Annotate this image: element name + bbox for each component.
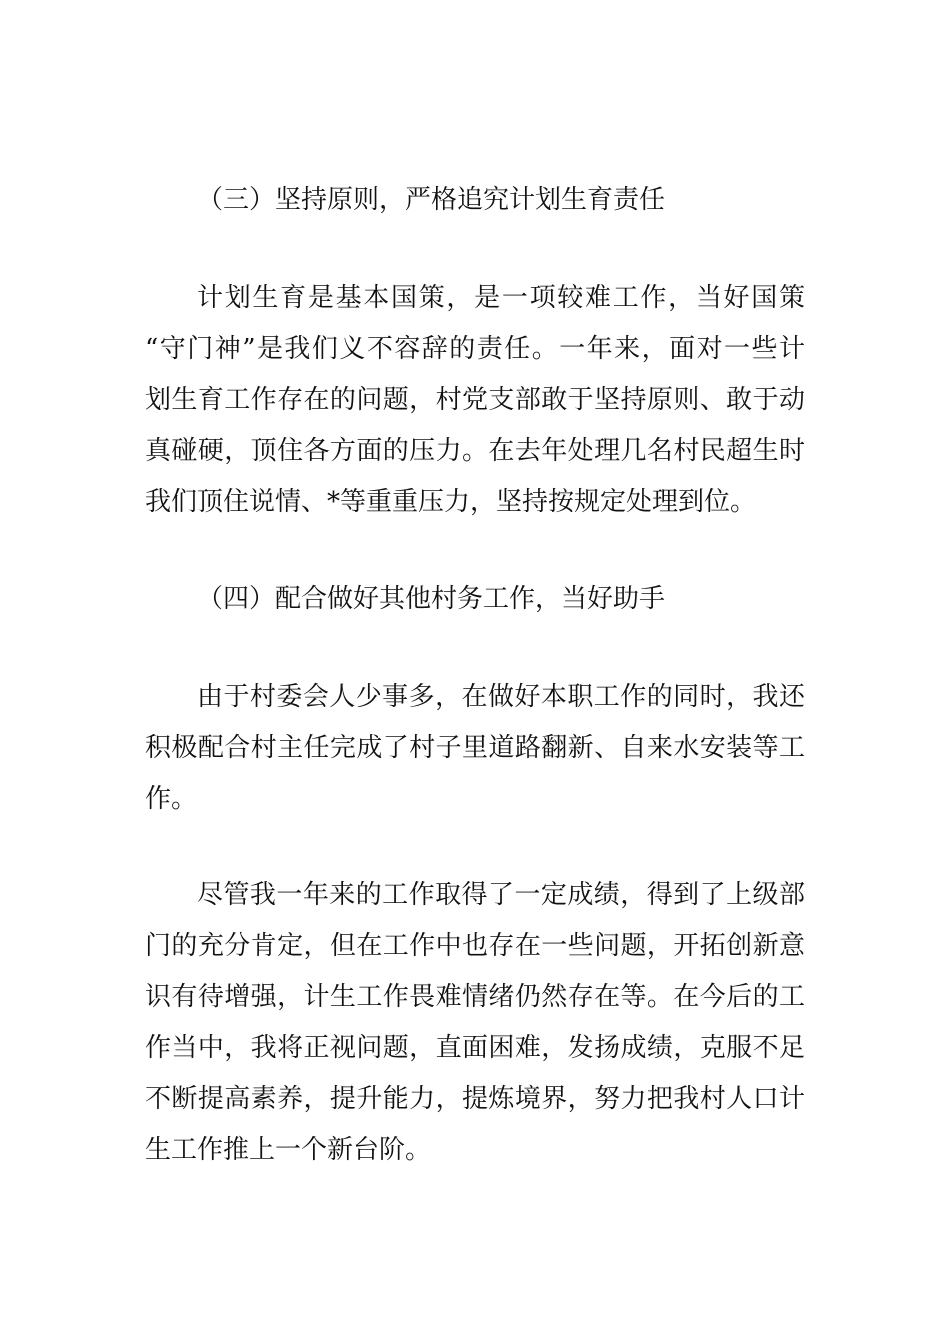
paragraph-line: 门的充分肯定，但在工作中也存在一些问题，开拓创新意 bbox=[145, 931, 805, 961]
section-3-paragraph bbox=[145, 273, 805, 528]
section-heading-4: （四）配合做好其他村务工作，当好助手 bbox=[197, 584, 666, 614]
section-4-paragraph bbox=[145, 672, 805, 825]
paragraph-line: 计划生育是基本国策，是一项较难工作，当好国策 bbox=[197, 283, 805, 313]
paragraph-line: 积极配合村主任完成了村子里道路翻新、自来水安装等工 bbox=[145, 733, 805, 763]
paragraph-line: “守门神”是我们义不容辞的责任。一年来，面对一些计 bbox=[145, 334, 805, 364]
summary-paragraph bbox=[145, 870, 805, 1176]
paragraph-line: 生工作推上一个新台阶。 bbox=[145, 1135, 432, 1165]
paragraph-line: 作当中，我将正视问题，直面困难，发扬成绩，克服不足 bbox=[145, 1033, 805, 1063]
section-heading-3: （三）坚持原则，严格追究计划生育责任 bbox=[197, 185, 666, 215]
paragraph-line: 不断提高素养，提升能力，提炼境界，努力把我村人口计 bbox=[145, 1084, 805, 1114]
paragraph-line: 作。 bbox=[145, 784, 198, 814]
paragraph-line: 真碰硬，顶住各方面的压力。在去年处理几名村民超生时 bbox=[145, 436, 805, 466]
paragraph-line: 我们顶住说情、*等重重压力，坚持按规定处理到位。 bbox=[145, 487, 757, 517]
paragraph-line: 划生育工作存在的问题，村党支部敢于坚持原则、敢于动 bbox=[145, 385, 805, 415]
paragraph-line: 尽管我一年来的工作取得了一定成绩，得到了上级部 bbox=[197, 880, 805, 910]
paragraph-line: 识有待增强，计生工作畏难情绪仍然存在等。在今后的工 bbox=[145, 982, 805, 1012]
paragraph-line: 由于村委会人少事多，在做好本职工作的同时，我还 bbox=[197, 682, 805, 712]
